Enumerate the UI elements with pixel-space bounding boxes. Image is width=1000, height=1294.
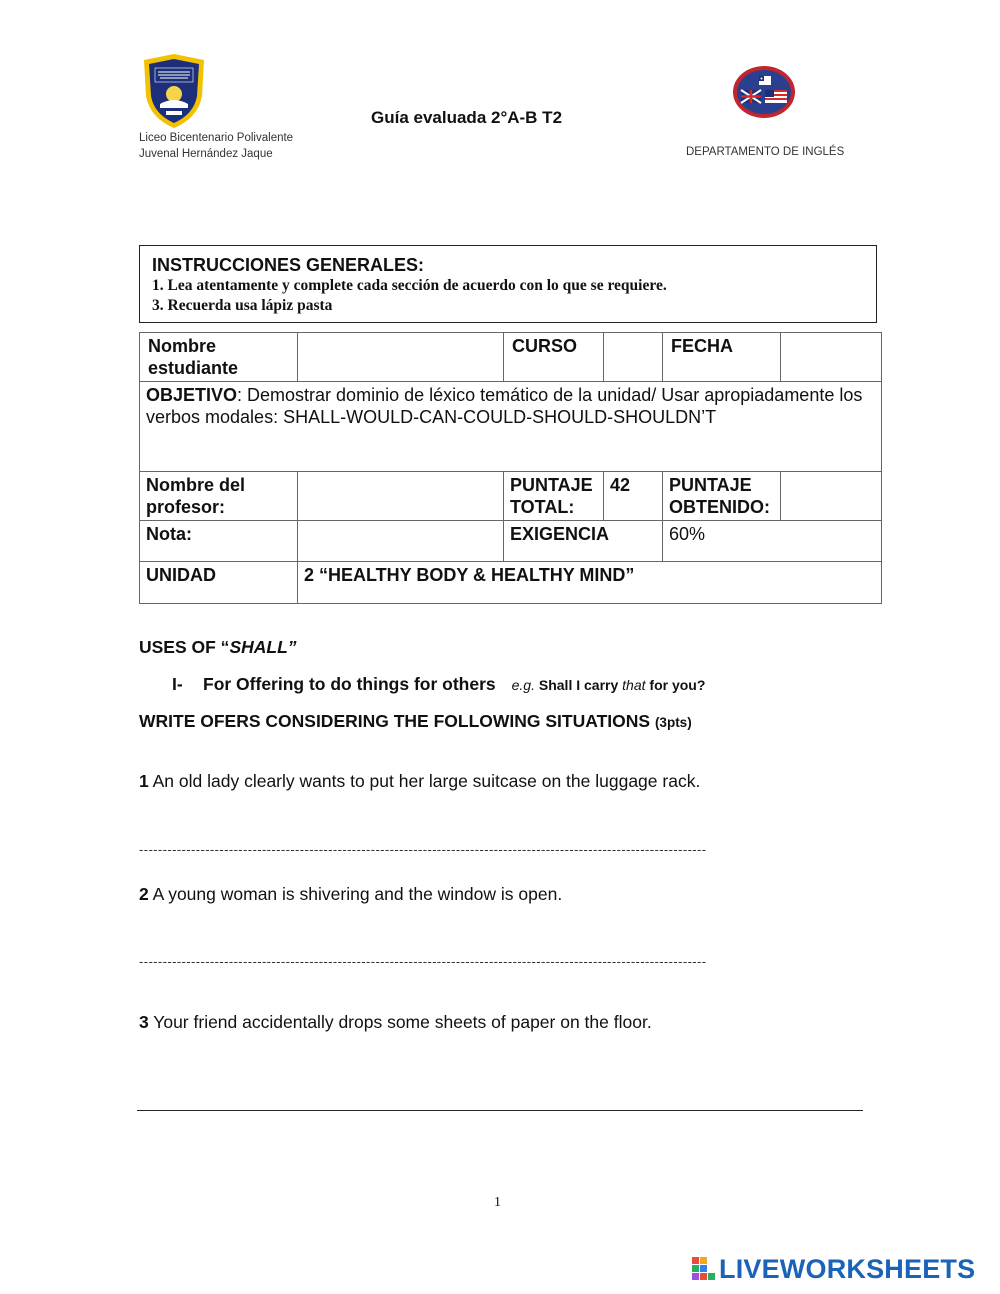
question-2-text: A young woman is shivering and the window is open.: [148, 884, 563, 904]
section-heading-word: SHALL”: [229, 637, 297, 657]
grade-field[interactable]: [298, 521, 504, 562]
exercise-instruction-text: WRITE OFERS CONSIDERING THE FOLLOWING SITUATIONS: [139, 711, 651, 731]
example-part-b: that: [622, 677, 646, 693]
unit-value: 2 “HEALTHY BODY & HEALTHY MIND”: [298, 562, 882, 604]
example-part-c: for you?: [649, 677, 706, 693]
requirement-value: 60%: [663, 521, 882, 562]
department-name: DEPARTAMENTO DE INGLÉS: [686, 146, 845, 158]
section-heading-prefix: USES OF “: [139, 637, 230, 657]
unit-label: UNIDAD: [140, 562, 298, 604]
example-part-a: Shall I carry: [538, 677, 619, 693]
section-heading: [139, 637, 297, 658]
subsection-text: For Offering to do things for others: [203, 674, 496, 694]
objective-label: OBJETIVO: [146, 385, 238, 405]
answer-line-1[interactable]: ------------------------------------------------------------------------------------------------------------------------: [139, 842, 707, 857]
question-2-number: 2: [139, 884, 149, 904]
english-department-flags-icon: [731, 64, 797, 120]
instruction-line-2: 3. Recuerda usa lápiz pasta: [152, 297, 333, 314]
exercise-instruction: [139, 711, 692, 732]
requirement-label: EXIGENCIA: [504, 521, 663, 562]
teacher-name-field[interactable]: [298, 472, 504, 521]
date-label: FECHA: [663, 333, 781, 382]
liveworksheets-brand: [692, 1254, 975, 1284]
total-score-value: 42: [604, 472, 663, 521]
instructions-title: INSTRUCCIONES GENERALES:: [152, 255, 425, 275]
date-field[interactable]: [781, 333, 882, 382]
question-1-text: An old lady clearly wants to put her large suitcase on the luggage rack.: [148, 771, 701, 791]
liveworksheets-logo-icon: [692, 1257, 716, 1281]
school-name-line-1: Liceo Bicentenario Polivalente: [139, 132, 294, 144]
obtained-score-label: PUNTAJE OBTENIDO:: [663, 472, 781, 521]
exercise-points: (3pts): [654, 715, 692, 730]
brand-name: LIVEWORKSHEETS: [719, 1253, 976, 1284]
course-label: CURSO: [504, 333, 604, 382]
answer-line-3[interactable]: [137, 1110, 863, 1111]
example-prefix: e.g.: [511, 677, 535, 693]
subsection-roman: I-: [172, 674, 183, 694]
page-title: Guía evaluada 2°A-B T2: [371, 108, 563, 127]
question-3: [139, 1012, 652, 1033]
teacher-name-label: Nombre del profesor:: [140, 472, 298, 521]
school-name: [139, 130, 293, 162]
total-score-label: PUNTAJE TOTAL:: [504, 472, 604, 521]
general-instructions-box: [139, 245, 877, 323]
student-name-field[interactable]: [298, 333, 504, 382]
school-crest-icon: [140, 52, 208, 130]
question-1: [139, 771, 700, 792]
obtained-score-field[interactable]: [781, 472, 882, 521]
answer-line-2[interactable]: ------------------------------------------------------------------------------------------------------------------------: [139, 954, 707, 969]
grade-label: Nota:: [140, 521, 298, 562]
example-sentence: [512, 677, 706, 693]
subsection-title: [172, 674, 705, 695]
course-field[interactable]: [604, 333, 663, 382]
page-number: 1: [494, 1195, 501, 1210]
student-info-table: [139, 332, 882, 604]
objective-cell: [140, 382, 882, 472]
question-1-number: 1: [139, 771, 149, 791]
student-name-label: Nombre estudiante: [140, 333, 298, 382]
school-name-line-2: Juvenal Hernández Jaque: [139, 148, 273, 160]
objective-text: : Demostrar dominio de léxico temático de la unidad/ Usar apropiadamente los verbos modales: SHALL-WOULD-CAN-COULD-SHOULD-SHOULDN’T: [146, 385, 863, 427]
instruction-line-1: 1. Lea atentamente y complete cada sección de acuerdo con lo que se requiere.: [152, 277, 667, 294]
question-3-number: 3: [139, 1012, 149, 1032]
question-3-text: Your friend accidentally drops some sheets of paper on the floor.: [148, 1012, 652, 1032]
question-2: [139, 884, 562, 905]
